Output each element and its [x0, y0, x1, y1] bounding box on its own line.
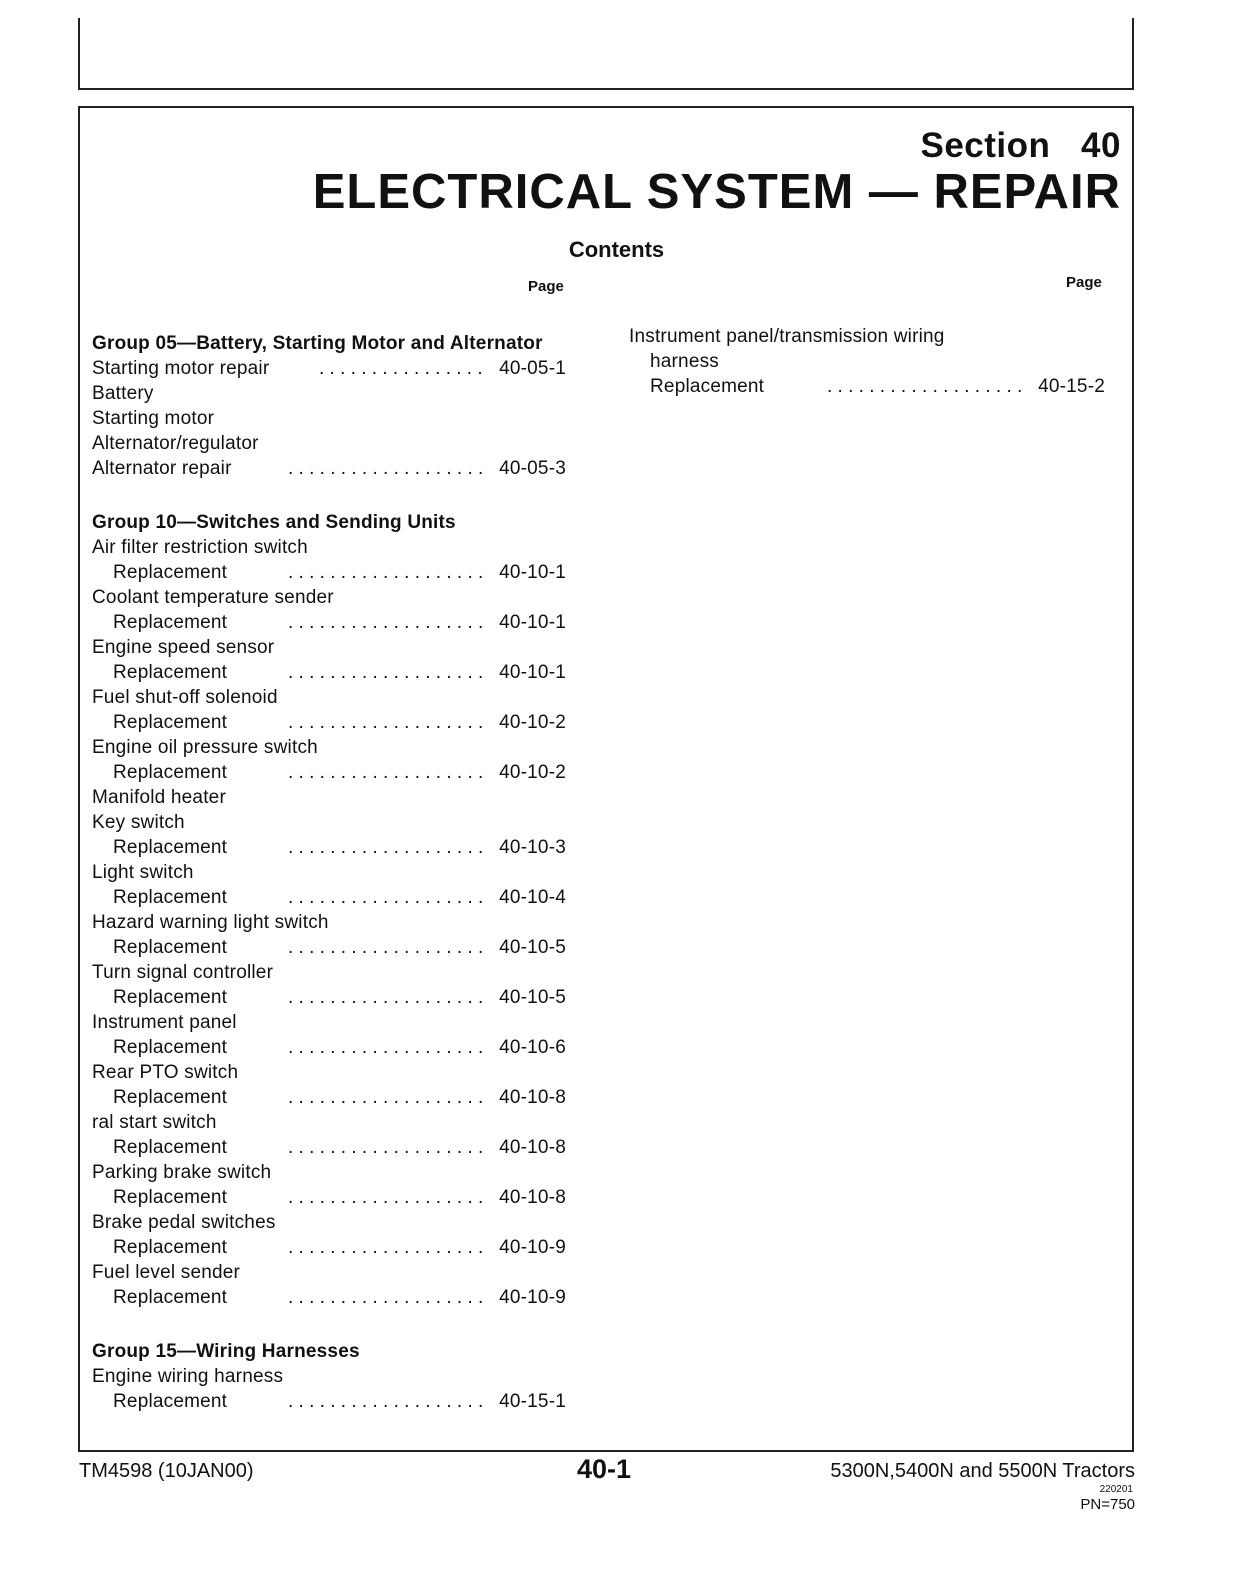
toc-dot-leader: . . . . . . . . . . . . . . . . . . . — [288, 1187, 484, 1208]
toc-entry — [92, 960, 566, 985]
toc-entry-label: Replacement — [113, 1237, 228, 1258]
toc-entry — [629, 324, 1105, 349]
toc-entry — [92, 585, 566, 610]
toc-entry — [92, 381, 566, 406]
toc-dot-leader: . . . . . . . . . . . . . . . . . . . — [288, 1037, 484, 1058]
section-number: Section 40 — [920, 126, 1121, 165]
toc-dot-leader: . . . . . . . . . . . . . . . . . . . — [288, 937, 484, 958]
toc-entry-label: Starting motor repair — [92, 358, 270, 379]
toc-page-ref: 40-10-5 — [499, 987, 566, 1008]
toc-sub-entry — [92, 885, 566, 910]
toc-page-ref: 40-10-1 — [499, 662, 566, 683]
toc-dot-leader: . . . . . . . . . . . . . . . . . . . — [288, 562, 484, 583]
toc-entry-label: Replacement — [650, 376, 765, 397]
toc-entry-label: Manifold heater — [92, 787, 226, 808]
toc-page-ref: 40-10-5 — [499, 937, 566, 958]
toc-sub-entry — [92, 985, 566, 1010]
toc-sub-entry — [92, 1285, 566, 1310]
toc-entry-label: Replacement — [113, 937, 228, 958]
toc-dot-leader: . . . . . . . . . . . . . . . . . . . — [288, 987, 484, 1008]
toc-entry-label: Engine wiring harness — [92, 1366, 284, 1387]
toc-dot-leader: . . . . . . . . . . . . . . . . . . . — [288, 837, 484, 858]
toc-entry-label: Replacement — [113, 562, 228, 583]
toc-entry-label: Turn signal controller — [92, 962, 274, 983]
toc-dot-leader: . . . . . . . . . . . . . . . . . . . — [288, 458, 484, 479]
toc-sub-entry — [92, 1185, 566, 1210]
toc-entry — [92, 1260, 566, 1285]
toc-page-ref: 40-10-9 — [499, 1237, 566, 1258]
toc-entry-label: Key switch — [92, 812, 185, 833]
toc-entry-label: Air filter restriction switch — [92, 537, 308, 558]
toc-entry — [92, 685, 566, 710]
toc-entry-label: Replacement — [113, 662, 228, 683]
toc-page-ref: 40-15-1 — [499, 1391, 566, 1412]
footer-page-number: 40-1 — [577, 1454, 632, 1484]
toc-entry — [92, 1110, 566, 1135]
toc-page-ref: 40-10-8 — [499, 1137, 566, 1158]
toc-group-heading — [92, 1339, 566, 1364]
toc-page-ref: 40-10-9 — [499, 1287, 566, 1308]
toc-dot-leader: . . . . . . . . . . . . . . . . . . . — [827, 376, 1023, 397]
toc-entry-label: Light switch — [92, 862, 194, 883]
toc-entry-label: Group 10—Switches and Sending Units — [92, 512, 456, 533]
toc-entry — [92, 356, 566, 381]
toc-dot-leader: . . . . . . . . . . . . . . . . . . . — [288, 1137, 484, 1158]
toc-page-ref: 40-15-2 — [1038, 376, 1105, 397]
toc-entry-label: Alternator repair — [92, 458, 232, 479]
toc-entry — [92, 810, 566, 835]
toc-dot-leader: . . . . . . . . . . . . . . . . . . . — [288, 712, 484, 733]
toc-sub-entry — [92, 1235, 566, 1260]
toc-dot-leader: . . . . . . . . . . . . . . . . . . . — [288, 1391, 484, 1412]
toc-sub-entry — [92, 1389, 566, 1414]
toc-right-column — [629, 324, 1105, 399]
footer-code: 220201 — [1099, 1484, 1133, 1495]
toc-entry-label: Replacement — [113, 987, 228, 1008]
toc-entry-label: Instrument panel — [92, 1012, 237, 1033]
toc-dot-leader: . . . . . . . . . . . . . . . . . . . — [288, 662, 484, 683]
toc-page-ref: 40-10-1 — [499, 562, 566, 583]
toc-sub-entry — [92, 760, 566, 785]
toc-entry-label: Replacement — [113, 887, 228, 908]
toc-sub-entry — [629, 374, 1105, 399]
toc-sub-entry — [92, 1135, 566, 1160]
toc-page-ref: 40-10-6 — [499, 1037, 566, 1058]
toc-entry — [92, 860, 566, 885]
toc-entry-label: Instrument panel/transmission wiring — [629, 326, 945, 347]
toc-entry-label: Brake pedal switches — [92, 1212, 276, 1233]
footer-pn: PN=750 — [1080, 1496, 1135, 1513]
toc-sub-entry — [92, 610, 566, 635]
toc-entry-label: Parking brake switch — [92, 1162, 272, 1183]
toc-entry — [92, 910, 566, 935]
toc-group-heading — [92, 510, 566, 535]
toc-page-ref: 40-10-2 — [499, 712, 566, 733]
toc-entry — [92, 406, 566, 431]
toc-entry — [92, 1060, 566, 1085]
toc-page-ref: 40-05-1 — [499, 358, 566, 379]
toc-entry-label: Replacement — [113, 712, 228, 733]
toc-dot-leader: . . . . . . . . . . . . . . . . . . . — [288, 1087, 484, 1108]
toc-dot-leader: . . . . . . . . . . . . . . . . . . . — [288, 1287, 484, 1308]
toc-sub-entry — [92, 560, 566, 585]
toc-entry-label: Replacement — [113, 612, 228, 633]
toc-entry-label: Replacement — [113, 1037, 228, 1058]
left-page-heading: Page — [528, 278, 564, 295]
toc-page-ref: 40-10-2 — [499, 762, 566, 783]
toc-page-ref: 40-10-8 — [499, 1087, 566, 1108]
toc-entry-label: Replacement — [113, 1137, 228, 1158]
toc-page-ref: 40-10-4 — [499, 887, 566, 908]
toc-sub-entry — [629, 349, 1105, 374]
toc-entry-label: Fuel level sender — [92, 1262, 241, 1283]
toc-entry-label: Replacement — [113, 1187, 228, 1208]
toc-page-ref: 40-05-3 — [499, 458, 566, 479]
toc-entry — [92, 1160, 566, 1185]
toc-sub-entry — [92, 660, 566, 685]
toc-entry-label: Starting motor — [92, 408, 215, 429]
toc-entry — [92, 1210, 566, 1235]
toc-dot-leader: . . . . . . . . . . . . . . . . . . . — [288, 887, 484, 908]
footer-model: 5300N,5400N and 5500N Tractors — [830, 1460, 1135, 1482]
section-title: ELECTRICAL SYSTEM — REPAIR — [312, 165, 1121, 219]
toc-entry-label: Fuel shut-off solenoid — [92, 687, 278, 708]
toc-page-ref: 40-10-1 — [499, 612, 566, 633]
toc-dot-leader: . . . . . . . . . . . . . . . . . . . — [288, 762, 484, 783]
toc-entry — [92, 431, 566, 456]
footer-doc-id: TM4598 (10JAN00) — [79, 1460, 254, 1482]
toc-entry-label: Replacement — [113, 1391, 228, 1412]
toc-entry-label: Engine speed sensor — [92, 637, 275, 658]
toc-left-column — [92, 331, 566, 1414]
toc-entry-label: harness — [650, 351, 719, 372]
toc-sub-entry — [92, 835, 566, 860]
toc-entry-label: Battery — [92, 383, 154, 404]
toc-sub-entry — [92, 935, 566, 960]
toc-entry-label: Rear PTO switch — [92, 1062, 239, 1083]
toc-page-ref: 40-10-8 — [499, 1187, 566, 1208]
toc-page-ref: 40-10-3 — [499, 837, 566, 858]
right-page-heading: Page — [1066, 274, 1102, 291]
toc-entry-label: Replacement — [113, 1087, 228, 1108]
toc-entry-label: Replacement — [113, 837, 228, 858]
toc-entry-label: Replacement — [113, 762, 228, 783]
toc-entry-label: Group 05—Battery, Starting Motor and Alternator — [92, 333, 543, 354]
toc-entry — [92, 535, 566, 560]
toc-dot-leader: . . . . . . . . . . . . . . . . . . . — [288, 612, 484, 633]
toc-sub-entry — [92, 710, 566, 735]
header-frame — [78, 18, 1134, 90]
toc-entry-label: Hazard warning light switch — [92, 912, 329, 933]
toc-entry — [92, 735, 566, 760]
toc-entry — [92, 1364, 566, 1389]
toc-dot-leader: . . . . . . . . . . . . . . . . . . . — [288, 1237, 484, 1258]
toc-entry-label: Replacement — [113, 1287, 228, 1308]
toc-entry-label: Alternator/regulator — [92, 433, 259, 454]
toc-entry-label: ral start switch — [92, 1112, 217, 1133]
toc-entry — [92, 635, 566, 660]
toc-entry — [92, 456, 566, 481]
toc-entry — [92, 1010, 566, 1035]
contents-title: Contents — [568, 237, 665, 262]
toc-sub-entry — [92, 1085, 566, 1110]
toc-group-heading — [92, 331, 566, 356]
toc-entry-label: Group 15—Wiring Harnesses — [92, 1341, 360, 1362]
toc-sub-entry — [92, 1035, 566, 1060]
toc-dot-leader: . . . . . . . . . . . . . . . . — [319, 358, 483, 379]
toc-entry-label: Engine oil pressure switch — [92, 737, 318, 758]
toc-entry — [92, 785, 566, 810]
toc-entry-label: Coolant temperature sender — [92, 587, 334, 608]
